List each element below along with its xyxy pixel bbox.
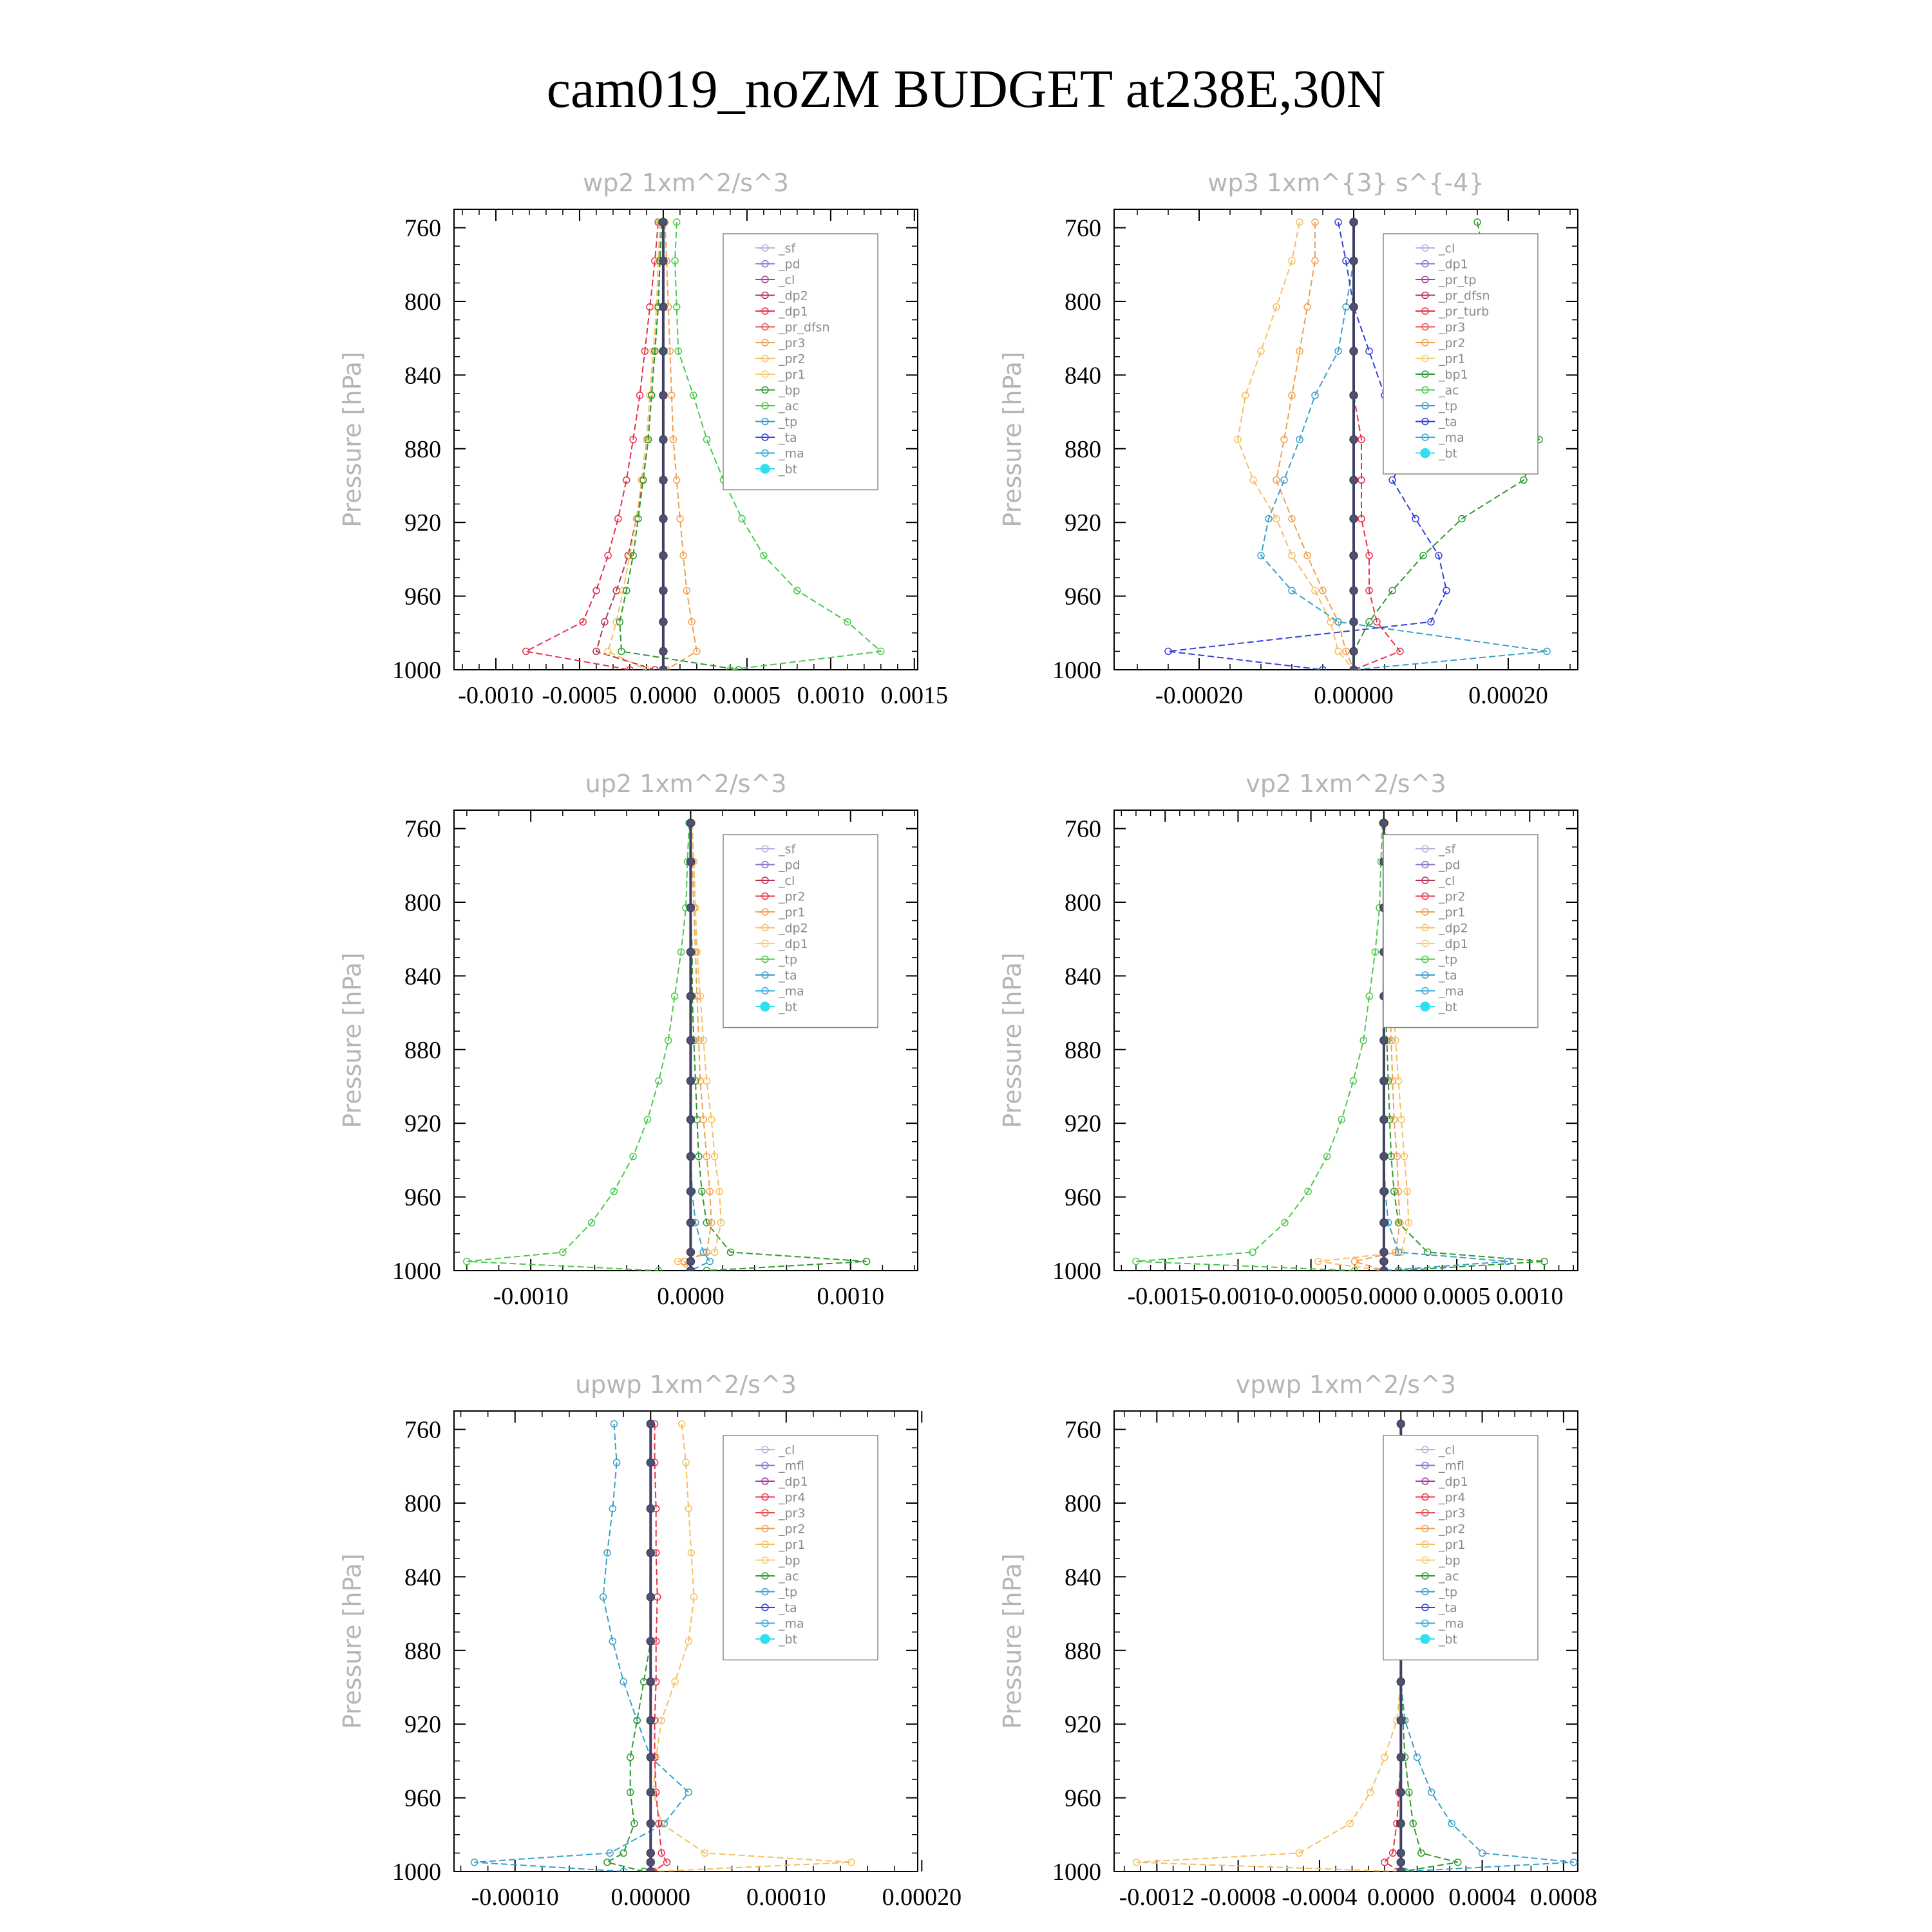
x-tick-label: 0.00020 bbox=[1468, 682, 1548, 709]
y-tick-label: 920 bbox=[404, 1110, 441, 1138]
legend-label: _ac bbox=[779, 1569, 799, 1584]
y-tick-label: 880 bbox=[404, 1637, 441, 1665]
y-tick-label: 800 bbox=[404, 289, 441, 316]
data-point bbox=[647, 1716, 654, 1724]
y-axis-label: Pressure [hPa] bbox=[338, 352, 366, 527]
legend-label: _tp bbox=[779, 952, 798, 967]
y-tick-label: 1000 bbox=[392, 657, 441, 684]
legend-label: _bt bbox=[1439, 1633, 1458, 1647]
x-tick-label: -0.0012 bbox=[1119, 1884, 1195, 1911]
legend-label: _pr_dfsn bbox=[1439, 289, 1490, 303]
legend-label: _cl bbox=[1439, 242, 1455, 256]
y-tick-label: 920 bbox=[1065, 1110, 1101, 1138]
legend-label: _pd bbox=[1439, 858, 1461, 873]
data-point bbox=[1350, 392, 1358, 399]
data-point bbox=[1381, 1859, 1388, 1866]
panel-4 bbox=[998, 770, 1578, 1310]
legend-marker bbox=[761, 1634, 770, 1643]
data-point bbox=[1350, 587, 1358, 594]
y-tick-label: 840 bbox=[1065, 362, 1101, 390]
data-point bbox=[659, 515, 667, 522]
y-tick-label: 960 bbox=[1065, 583, 1101, 611]
series-line-pr3 bbox=[665, 222, 697, 670]
data-point bbox=[1397, 1868, 1405, 1875]
data-point bbox=[1397, 1859, 1405, 1866]
data-point bbox=[1380, 1267, 1388, 1274]
data-point bbox=[1397, 1678, 1405, 1685]
data-point bbox=[647, 1459, 654, 1466]
data-point bbox=[1397, 1754, 1405, 1761]
y-tick-label: 880 bbox=[404, 1036, 441, 1064]
data-point bbox=[687, 1267, 694, 1274]
data-point bbox=[687, 819, 694, 827]
x-tick-label: 0.00020 bbox=[882, 1884, 962, 1911]
y-tick-label: 1000 bbox=[392, 1859, 441, 1886]
x-tick-label: 0.0010 bbox=[797, 682, 865, 709]
x-tick-label: -0.0004 bbox=[1282, 1884, 1358, 1911]
legend-label: _ma bbox=[779, 1616, 804, 1631]
legend-label: _dp1 bbox=[779, 305, 808, 319]
legend-label: _bp bbox=[779, 1553, 800, 1568]
legend-label: _dp2 bbox=[779, 921, 808, 936]
data-point bbox=[687, 1037, 694, 1045]
data-point bbox=[1412, 515, 1419, 522]
data-point bbox=[1258, 348, 1264, 354]
data-point bbox=[687, 948, 694, 956]
data-point bbox=[1380, 1258, 1388, 1265]
legend-label: _ta bbox=[1439, 415, 1457, 430]
data-point bbox=[687, 992, 694, 1000]
data-point bbox=[604, 1859, 611, 1866]
series-line-dp1 bbox=[526, 222, 658, 670]
x-tick-label: 0.0010 bbox=[1496, 1283, 1564, 1310]
legend-label: _pr_tp bbox=[1439, 273, 1477, 287]
data-point bbox=[605, 553, 611, 559]
y-tick-label: 880 bbox=[404, 435, 441, 463]
panel-3 bbox=[338, 770, 918, 1310]
legend-label: _ac bbox=[1439, 383, 1459, 398]
legend-label: _pr2 bbox=[1439, 1522, 1466, 1537]
y-tick-label: 960 bbox=[404, 1785, 441, 1812]
legend-marker bbox=[1421, 1634, 1430, 1643]
y-axis-label: Pressure [hPa] bbox=[998, 1553, 1027, 1729]
data-point bbox=[593, 587, 600, 594]
data-point bbox=[1350, 347, 1358, 355]
legend-label: _dp2 bbox=[1439, 921, 1468, 936]
data-point bbox=[659, 476, 667, 484]
data-point bbox=[1380, 1115, 1388, 1123]
legend-label: _sf bbox=[779, 842, 796, 857]
legend-label: _ma bbox=[1439, 431, 1464, 445]
y-tick-label: 1000 bbox=[1052, 1258, 1101, 1285]
x-tick-label: 0.0005 bbox=[713, 682, 781, 709]
data-point bbox=[1250, 477, 1256, 483]
x-tick-label: -0.0015 bbox=[1127, 1283, 1203, 1310]
legend-label: _pr4 bbox=[1439, 1490, 1466, 1505]
y-axis-label: Pressure [hPa] bbox=[998, 352, 1027, 527]
panel-title: upwp 1xm^2/s^3 bbox=[575, 1370, 797, 1399]
legend-label: _sf bbox=[1439, 842, 1456, 857]
data-point bbox=[647, 1820, 654, 1828]
series-line-pr2 bbox=[608, 222, 660, 670]
data-point bbox=[687, 1248, 694, 1256]
legend-label: _pr2 bbox=[779, 352, 806, 366]
y-tick-label: 880 bbox=[1065, 1637, 1101, 1665]
legend-label: _pr1 bbox=[779, 905, 806, 920]
legend-label: _bp bbox=[779, 383, 800, 398]
legend-label: _pr2 bbox=[1439, 889, 1466, 904]
data-point bbox=[1281, 477, 1287, 483]
series-line-pr1 bbox=[620, 222, 739, 670]
data-point bbox=[1289, 553, 1295, 559]
data-point bbox=[647, 1754, 654, 1761]
legend-label: _ma bbox=[1439, 1616, 1464, 1631]
series-line-dp2 bbox=[596, 222, 661, 670]
data-point bbox=[1350, 303, 1358, 311]
data-point bbox=[687, 858, 694, 866]
y-tick-label: 960 bbox=[1065, 1184, 1101, 1211]
data-point bbox=[1380, 1248, 1388, 1256]
data-point bbox=[687, 904, 694, 912]
data-point bbox=[659, 587, 667, 594]
legend-marker bbox=[1421, 449, 1430, 458]
data-point bbox=[1350, 257, 1358, 265]
y-tick-label: 760 bbox=[404, 815, 441, 843]
data-point bbox=[1380, 1037, 1388, 1045]
data-point bbox=[659, 436, 667, 444]
legend-label: _ma bbox=[1439, 984, 1464, 999]
data-point bbox=[647, 1678, 654, 1685]
data-point bbox=[659, 618, 667, 626]
legend-label: _ac bbox=[779, 399, 799, 413]
data-point bbox=[1397, 1420, 1405, 1428]
legend-label: _tp bbox=[1439, 399, 1458, 413]
data-point bbox=[687, 1258, 694, 1265]
legend-label: _pr1 bbox=[1439, 905, 1466, 920]
data-point bbox=[1380, 1153, 1388, 1160]
legend-label: _pr3 bbox=[1439, 320, 1466, 335]
panel-title: vpwp 1xm^2/s^3 bbox=[1235, 1370, 1457, 1399]
legend-label: _ta bbox=[779, 431, 797, 445]
data-point bbox=[1350, 618, 1358, 626]
series-line-pr1 bbox=[1238, 222, 1354, 670]
y-tick-label: 960 bbox=[404, 583, 441, 611]
panel-title: wp2 1xm^2/s^3 bbox=[583, 169, 789, 197]
data-point bbox=[1350, 666, 1358, 674]
data-point bbox=[703, 437, 710, 443]
y-tick-label: 840 bbox=[404, 963, 441, 990]
series-line-pr1 bbox=[1137, 1424, 1401, 1871]
panel-2 bbox=[998, 169, 1578, 709]
x-tick-label: 0.0008 bbox=[1530, 1884, 1598, 1911]
x-tick-label: -0.0010 bbox=[458, 682, 534, 709]
data-point bbox=[1389, 587, 1396, 594]
legend-label: _dp1 bbox=[1439, 937, 1468, 951]
y-tick-label: 1000 bbox=[1052, 657, 1101, 684]
y-tick-label: 920 bbox=[1065, 509, 1101, 537]
x-tick-label: 0.0010 bbox=[817, 1283, 884, 1310]
x-tick-label: -0.00020 bbox=[1155, 682, 1244, 709]
legend-label: _pr1 bbox=[1439, 1538, 1466, 1552]
figure-title: cam019_noZM BUDGET at238E,30N bbox=[546, 59, 1386, 119]
data-point bbox=[1350, 436, 1358, 444]
legend-label: _tp bbox=[1439, 952, 1458, 967]
legend-label: _cl bbox=[779, 874, 795, 888]
data-point bbox=[647, 1593, 654, 1601]
x-tick-label: 0.0015 bbox=[880, 682, 949, 709]
legend-label: _ma bbox=[779, 446, 804, 461]
data-point bbox=[687, 1115, 694, 1123]
data-point bbox=[1381, 1754, 1388, 1761]
x-tick-label: 0.0000 bbox=[1350, 1283, 1418, 1310]
series-line-dp1 bbox=[467, 823, 689, 1271]
x-tick-label: 0.00000 bbox=[1314, 682, 1394, 709]
data-point bbox=[647, 1420, 654, 1428]
data-point bbox=[647, 1788, 654, 1796]
legend-label: _bp1 bbox=[1439, 368, 1468, 382]
legend-label: _dp1 bbox=[1439, 1475, 1468, 1489]
legend-label: _cl bbox=[779, 273, 795, 287]
panel-1 bbox=[338, 169, 948, 709]
y-tick-label: 760 bbox=[1065, 1416, 1101, 1444]
y-axis-label: Pressure [hPa] bbox=[998, 952, 1027, 1128]
series-line-pr2 bbox=[685, 823, 712, 1271]
data-point bbox=[1350, 1077, 1356, 1084]
legend-label: _pr1 bbox=[779, 368, 806, 382]
legend-label: _cl bbox=[1439, 1443, 1455, 1457]
legend-label: _mfl bbox=[779, 1459, 804, 1473]
y-tick-label: 800 bbox=[404, 1490, 441, 1517]
legend-label: _bt bbox=[1439, 1000, 1458, 1014]
legend-label: _pd bbox=[779, 257, 800, 272]
y-tick-label: 920 bbox=[404, 1711, 441, 1739]
legend-label: _dp1 bbox=[1439, 257, 1468, 272]
y-tick-label: 800 bbox=[1065, 889, 1101, 916]
legend-label: _pr2 bbox=[779, 1522, 806, 1537]
legend-label: _bt bbox=[779, 1633, 798, 1647]
data-point bbox=[647, 1859, 654, 1866]
legend-label: _dp1 bbox=[779, 937, 808, 951]
legend-label: _bp bbox=[1439, 1553, 1461, 1568]
legend-label: _ta bbox=[1439, 969, 1457, 983]
x-tick-label: -0.0005 bbox=[542, 682, 618, 709]
y-tick-label: 840 bbox=[404, 1564, 441, 1591]
data-point bbox=[659, 392, 667, 399]
data-point bbox=[1443, 587, 1450, 594]
legend-label: _pr4 bbox=[779, 1490, 806, 1505]
y-tick-label: 800 bbox=[1065, 289, 1101, 316]
y-axis-label: Pressure [hPa] bbox=[338, 952, 366, 1128]
x-tick-label: 0.0000 bbox=[629, 682, 697, 709]
legend-marker bbox=[761, 1002, 770, 1011]
data-point bbox=[687, 1153, 694, 1160]
legend-label: _pr3 bbox=[779, 1506, 806, 1520]
y-tick-label: 760 bbox=[404, 214, 441, 242]
y-tick-label: 880 bbox=[1065, 1036, 1101, 1064]
x-tick-label: 0.0000 bbox=[657, 1283, 724, 1310]
data-point bbox=[1327, 619, 1334, 625]
x-tick-label: 0.0000 bbox=[1367, 1884, 1435, 1911]
x-tick-label: 0.00010 bbox=[746, 1884, 826, 1911]
y-tick-label: 800 bbox=[404, 889, 441, 916]
panel-title: wp3 1xm^{3} s^{-4} bbox=[1208, 169, 1484, 197]
y-tick-label: 760 bbox=[1065, 815, 1101, 843]
x-tick-label: 0.0004 bbox=[1448, 1884, 1516, 1911]
series-line-dp1 bbox=[1136, 823, 1383, 1271]
legend-label: _cl bbox=[779, 1443, 795, 1457]
data-point bbox=[1397, 1788, 1405, 1796]
legend-label: _dp1 bbox=[779, 1475, 808, 1489]
legend-label: _pd bbox=[779, 858, 800, 873]
data-point bbox=[647, 1868, 654, 1875]
legend-label: _pr3 bbox=[779, 336, 806, 350]
y-tick-label: 840 bbox=[1065, 1564, 1101, 1591]
data-point bbox=[659, 647, 667, 655]
data-point bbox=[1350, 552, 1358, 560]
series-line-pr2 bbox=[1276, 222, 1354, 670]
y-tick-label: 840 bbox=[404, 362, 441, 390]
y-axis-label: Pressure [hPa] bbox=[338, 1553, 366, 1729]
panel-title: up2 1xm^2/s^3 bbox=[585, 770, 787, 798]
data-point bbox=[620, 1850, 627, 1856]
data-point bbox=[1380, 819, 1388, 827]
data-point bbox=[659, 257, 667, 265]
legend-label: _bt bbox=[779, 462, 798, 477]
legend-label: _pr1 bbox=[1439, 352, 1466, 366]
data-point bbox=[1397, 1820, 1405, 1828]
x-tick-label: -0.0010 bbox=[493, 1283, 569, 1310]
data-point bbox=[687, 1077, 694, 1084]
data-point bbox=[647, 1549, 654, 1557]
x-tick-label: 0.0005 bbox=[1423, 1283, 1491, 1310]
legend-label: _ta bbox=[1439, 1601, 1457, 1615]
legend-label: _pr2 bbox=[779, 889, 806, 904]
panel-5 bbox=[338, 1370, 961, 1911]
legend-label: _dp2 bbox=[779, 289, 808, 303]
data-point bbox=[647, 1638, 654, 1645]
data-point bbox=[739, 515, 745, 522]
x-tick-label: -0.0010 bbox=[1200, 1283, 1276, 1310]
panel-6 bbox=[998, 1370, 1597, 1911]
legend-label: _pr_dfsn bbox=[779, 320, 830, 335]
panel-title: vp2 1xm^2/s^3 bbox=[1245, 770, 1446, 798]
x-tick-label: -0.0008 bbox=[1200, 1884, 1276, 1911]
data-point bbox=[659, 552, 667, 560]
legend-label: _tp bbox=[779, 415, 798, 430]
data-point bbox=[647, 1505, 654, 1513]
legend-label: _ac bbox=[1439, 1569, 1459, 1584]
legend-marker bbox=[761, 464, 770, 473]
x-tick-label: -0.00010 bbox=[471, 1884, 559, 1911]
data-point bbox=[659, 218, 667, 226]
y-tick-label: 960 bbox=[404, 1184, 441, 1211]
y-tick-label: 1000 bbox=[392, 1258, 441, 1285]
legend-label: _cl bbox=[1439, 874, 1455, 888]
legend-label: _mfl bbox=[1439, 1459, 1464, 1473]
y-tick-label: 840 bbox=[1065, 963, 1101, 990]
y-tick-label: 760 bbox=[404, 1416, 441, 1444]
data-point bbox=[659, 666, 667, 674]
legend-label: _bt bbox=[779, 1000, 798, 1014]
data-point bbox=[659, 303, 667, 311]
y-tick-label: 760 bbox=[1065, 214, 1101, 242]
legend-marker bbox=[1421, 1002, 1430, 1011]
legend-label: _pr_turb bbox=[1439, 305, 1490, 319]
data-point bbox=[1414, 1754, 1421, 1761]
legend-label: _tp bbox=[779, 1585, 798, 1600]
legend-label: _sf bbox=[779, 242, 796, 256]
legend-label: _ta bbox=[779, 1601, 797, 1615]
legend-label: _pr2 bbox=[1439, 336, 1466, 350]
data-point bbox=[1350, 515, 1358, 522]
data-point bbox=[1350, 647, 1358, 655]
data-point bbox=[687, 1188, 694, 1195]
y-tick-label: 800 bbox=[1065, 1490, 1101, 1517]
data-point bbox=[659, 347, 667, 355]
legend-label: _ta bbox=[779, 969, 797, 983]
data-point bbox=[647, 1849, 654, 1857]
data-point bbox=[687, 1219, 694, 1227]
legend-label: _ma bbox=[779, 984, 804, 999]
data-point bbox=[1366, 348, 1372, 354]
data-point bbox=[1380, 1188, 1388, 1195]
x-tick-label: 0.00000 bbox=[611, 1884, 691, 1911]
legend-label: _pr1 bbox=[779, 1538, 806, 1552]
data-point bbox=[1397, 1716, 1405, 1724]
y-tick-label: 920 bbox=[1065, 1711, 1101, 1739]
legend-label: _bt bbox=[1439, 446, 1458, 461]
series-line-pr4 bbox=[654, 1424, 667, 1871]
data-point bbox=[1380, 1219, 1388, 1227]
y-tick-label: 960 bbox=[1065, 1785, 1101, 1812]
data-point bbox=[1350, 218, 1358, 226]
y-tick-label: 920 bbox=[404, 509, 441, 537]
legend-label: _pr3 bbox=[1439, 1506, 1466, 1520]
legend-label: _tp bbox=[1439, 1585, 1458, 1600]
x-tick-label: -0.0005 bbox=[1273, 1283, 1349, 1310]
data-point bbox=[706, 1258, 713, 1265]
data-point bbox=[1380, 1077, 1388, 1084]
data-point bbox=[685, 1789, 692, 1795]
data-point bbox=[1350, 476, 1358, 484]
y-tick-label: 1000 bbox=[1052, 1859, 1101, 1886]
y-tick-label: 880 bbox=[1065, 435, 1101, 463]
data-point bbox=[1397, 1849, 1405, 1857]
